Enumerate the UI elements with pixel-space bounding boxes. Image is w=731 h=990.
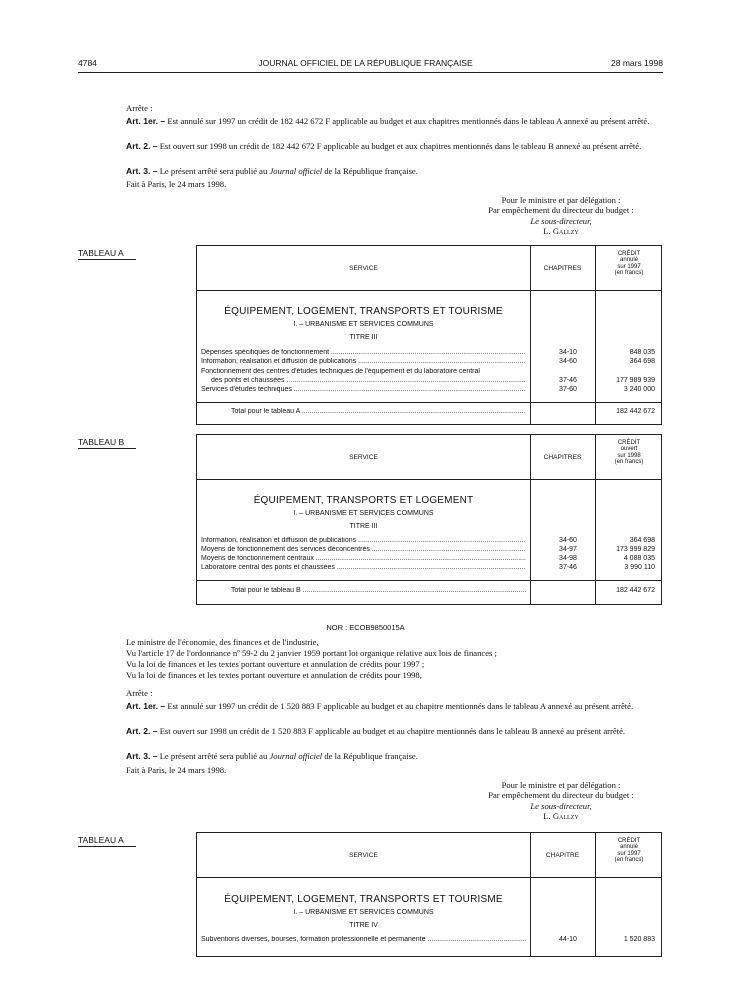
titre: TITRE III: [349, 523, 378, 530]
titre: TITRE III: [349, 334, 378, 341]
fait-doc2: Fait à Paris, le 24 mars 1998.: [126, 765, 227, 775]
tableau-a-2: [196, 832, 662, 957]
subsection-title: I. – URBANISME ET SERVICES COMMUNS: [293, 510, 434, 517]
article-1-doc2: Art. 1er. – Est annulé sur 1997 un crédit de 1 520 883 F applicable au budget et au chapitre mentionnés dans le tableau A annexé au présent arrêté.: [126, 701, 634, 711]
col-credit: CRÉDIT ouvert sur 1998 (en francs): [614, 440, 644, 465]
col-credit: CRÉDIT annulé sur 1997 (en francs): [614, 838, 644, 863]
table-row: Information, réalisation et diffusion de publications ..... 34-60 364 698: [201, 537, 659, 546]
tableau-a-label-2: TABLEAU A: [78, 835, 136, 847]
page-number: 4784: [78, 58, 97, 68]
section-title: ÉQUIPEMENT, LOGEMENT, TRANSPORTS ET TOURISME: [224, 894, 503, 905]
nor-reference: NOR : ECOB9850015A: [326, 623, 405, 632]
article-3-doc1: Art. 3. – Le présent arrêté sera publié au Journal officiel de la République française.: [126, 166, 418, 176]
article-2-doc1: Art. 2. – Est ouvert sur 1998 un crédit de 182 442 672 F applicable au budget et aux chapitres mentionnés dans le tableau B annexé au présent arrêté.: [126, 141, 642, 151]
col-credit: CRÉDIT annulé sur 1997 (en francs): [614, 251, 644, 276]
total-row: Total pour le tableau B ..... 182 442 672: [201, 587, 659, 596]
section-title: ÉQUIPEMENT, LOGEMENT, TRANSPORTS ET TOURISME: [224, 306, 503, 317]
tableau-a-label-1: TABLEAU A: [78, 248, 136, 260]
table-row: Moyens de fonctionnement des services déconcentrés ..... 34-97 173 999 829: [201, 546, 659, 555]
arrete-2: Arrête :: [126, 688, 153, 698]
tableau-a-1: [196, 245, 662, 425]
journal-title: JOURNAL OFFICIEL DE LA RÉPUBLIQUE FRANÇAISE: [258, 58, 473, 68]
signature-block-2: Pour le ministre et par délégation : Par empêchement du directeur du budget : Le sous-directeur, L. Gallzy: [488, 780, 634, 821]
table-row: Dépenses spécifiques de fonctionnement ..... 34-10 848 035: [201, 349, 659, 358]
table-row: Moyens de fonctionnement centraux ..... 34-98 4 088 035: [201, 555, 659, 564]
article-1-doc1: Art. 1er. – Est annulé sur 1997 un crédit de 182 442 672 F applicable au budget et aux chapitres mentionnés dans le tableau A annexé au présent arrêté.: [126, 116, 650, 126]
col-service: SERVICE: [349, 265, 378, 272]
col-chapitres: CHAPITRES: [543, 454, 582, 461]
tableau-b-1: [196, 434, 662, 605]
titre: TITRE IV: [349, 922, 378, 929]
table-row: Information, réalisation et diffusion de publications ..... 34-60 364 698: [201, 358, 659, 367]
col-service: SERVICE: [349, 852, 378, 859]
table-row: des ponts et chaussées ..... 37-46 177 989 939: [201, 377, 659, 386]
col-chapitres: CHAPITRES: [543, 265, 582, 272]
section-title: ÉQUIPEMENT, TRANSPORTS ET LOGEMENT: [253, 495, 474, 506]
table-row: Subventions diverses, bourses, formation professionnelle et permanente ..... 44-10 1 520 883: [201, 936, 659, 945]
issue-date: 28 mars 1998: [611, 58, 663, 68]
col-chapitre: CHAPITRE: [545, 852, 580, 859]
fait-doc1: Fait à Paris, le 24 mars 1998.: [126, 179, 227, 189]
table-row: Fonctionnement des centres d'études techniques de l'équipement et du laboratoire central: [201, 368, 480, 375]
subsection-title: I. – URBANISME ET SERVICES COMMUNS: [293, 909, 434, 916]
header-rule: [78, 72, 663, 73]
article-3-doc2: Art. 3. – Le présent arrêté sera publié au Journal officiel de la République française.: [126, 751, 418, 761]
col-service: SERVICE: [349, 454, 378, 461]
subsection-title: I. – URBANISME ET SERVICES COMMUNS: [293, 321, 434, 328]
signature-block-1: Pour le ministre et par délégation : Par empêchement du directeur du budget : Le sous-directeur, L. Gallzy: [488, 195, 634, 236]
minister-line: Le ministre de l'économie, des finances et de l'industrie,: [126, 637, 319, 647]
tableau-b-label-1: TABLEAU B: [78, 437, 136, 449]
total-row: Total pour le tableau A ..... 182 442 672: [201, 408, 659, 417]
vu-line-2: Vu la loi de finances et les textes portant ouverture et annulation de crédits pour 1997 ;: [126, 659, 425, 669]
table-row: Services d'études techniques ..... 37-60 3 240 000: [201, 386, 659, 395]
table-row: Laboratoire central des ponts et chaussées ..... 37-46 3 990 110: [201, 564, 659, 573]
vu-line-3: Vu la loi de finances et les textes portant ouverture et annulation de crédits pour 1998,: [126, 670, 422, 680]
arrete-1: Arrête :: [126, 103, 153, 113]
article-2-doc2: Art. 2. – Est ouvert sur 1998 un crédit de 1 520 883 F applicable au budget et au chapitre mentionnés dans le tableau B annexé au présent arrêté.: [126, 726, 626, 736]
vu-line-1: Vu l'article 17 de l'ordonnance nº 59-2 du 2 janvier 1959 portant loi organique relative aux lois de finances ;: [126, 648, 497, 658]
